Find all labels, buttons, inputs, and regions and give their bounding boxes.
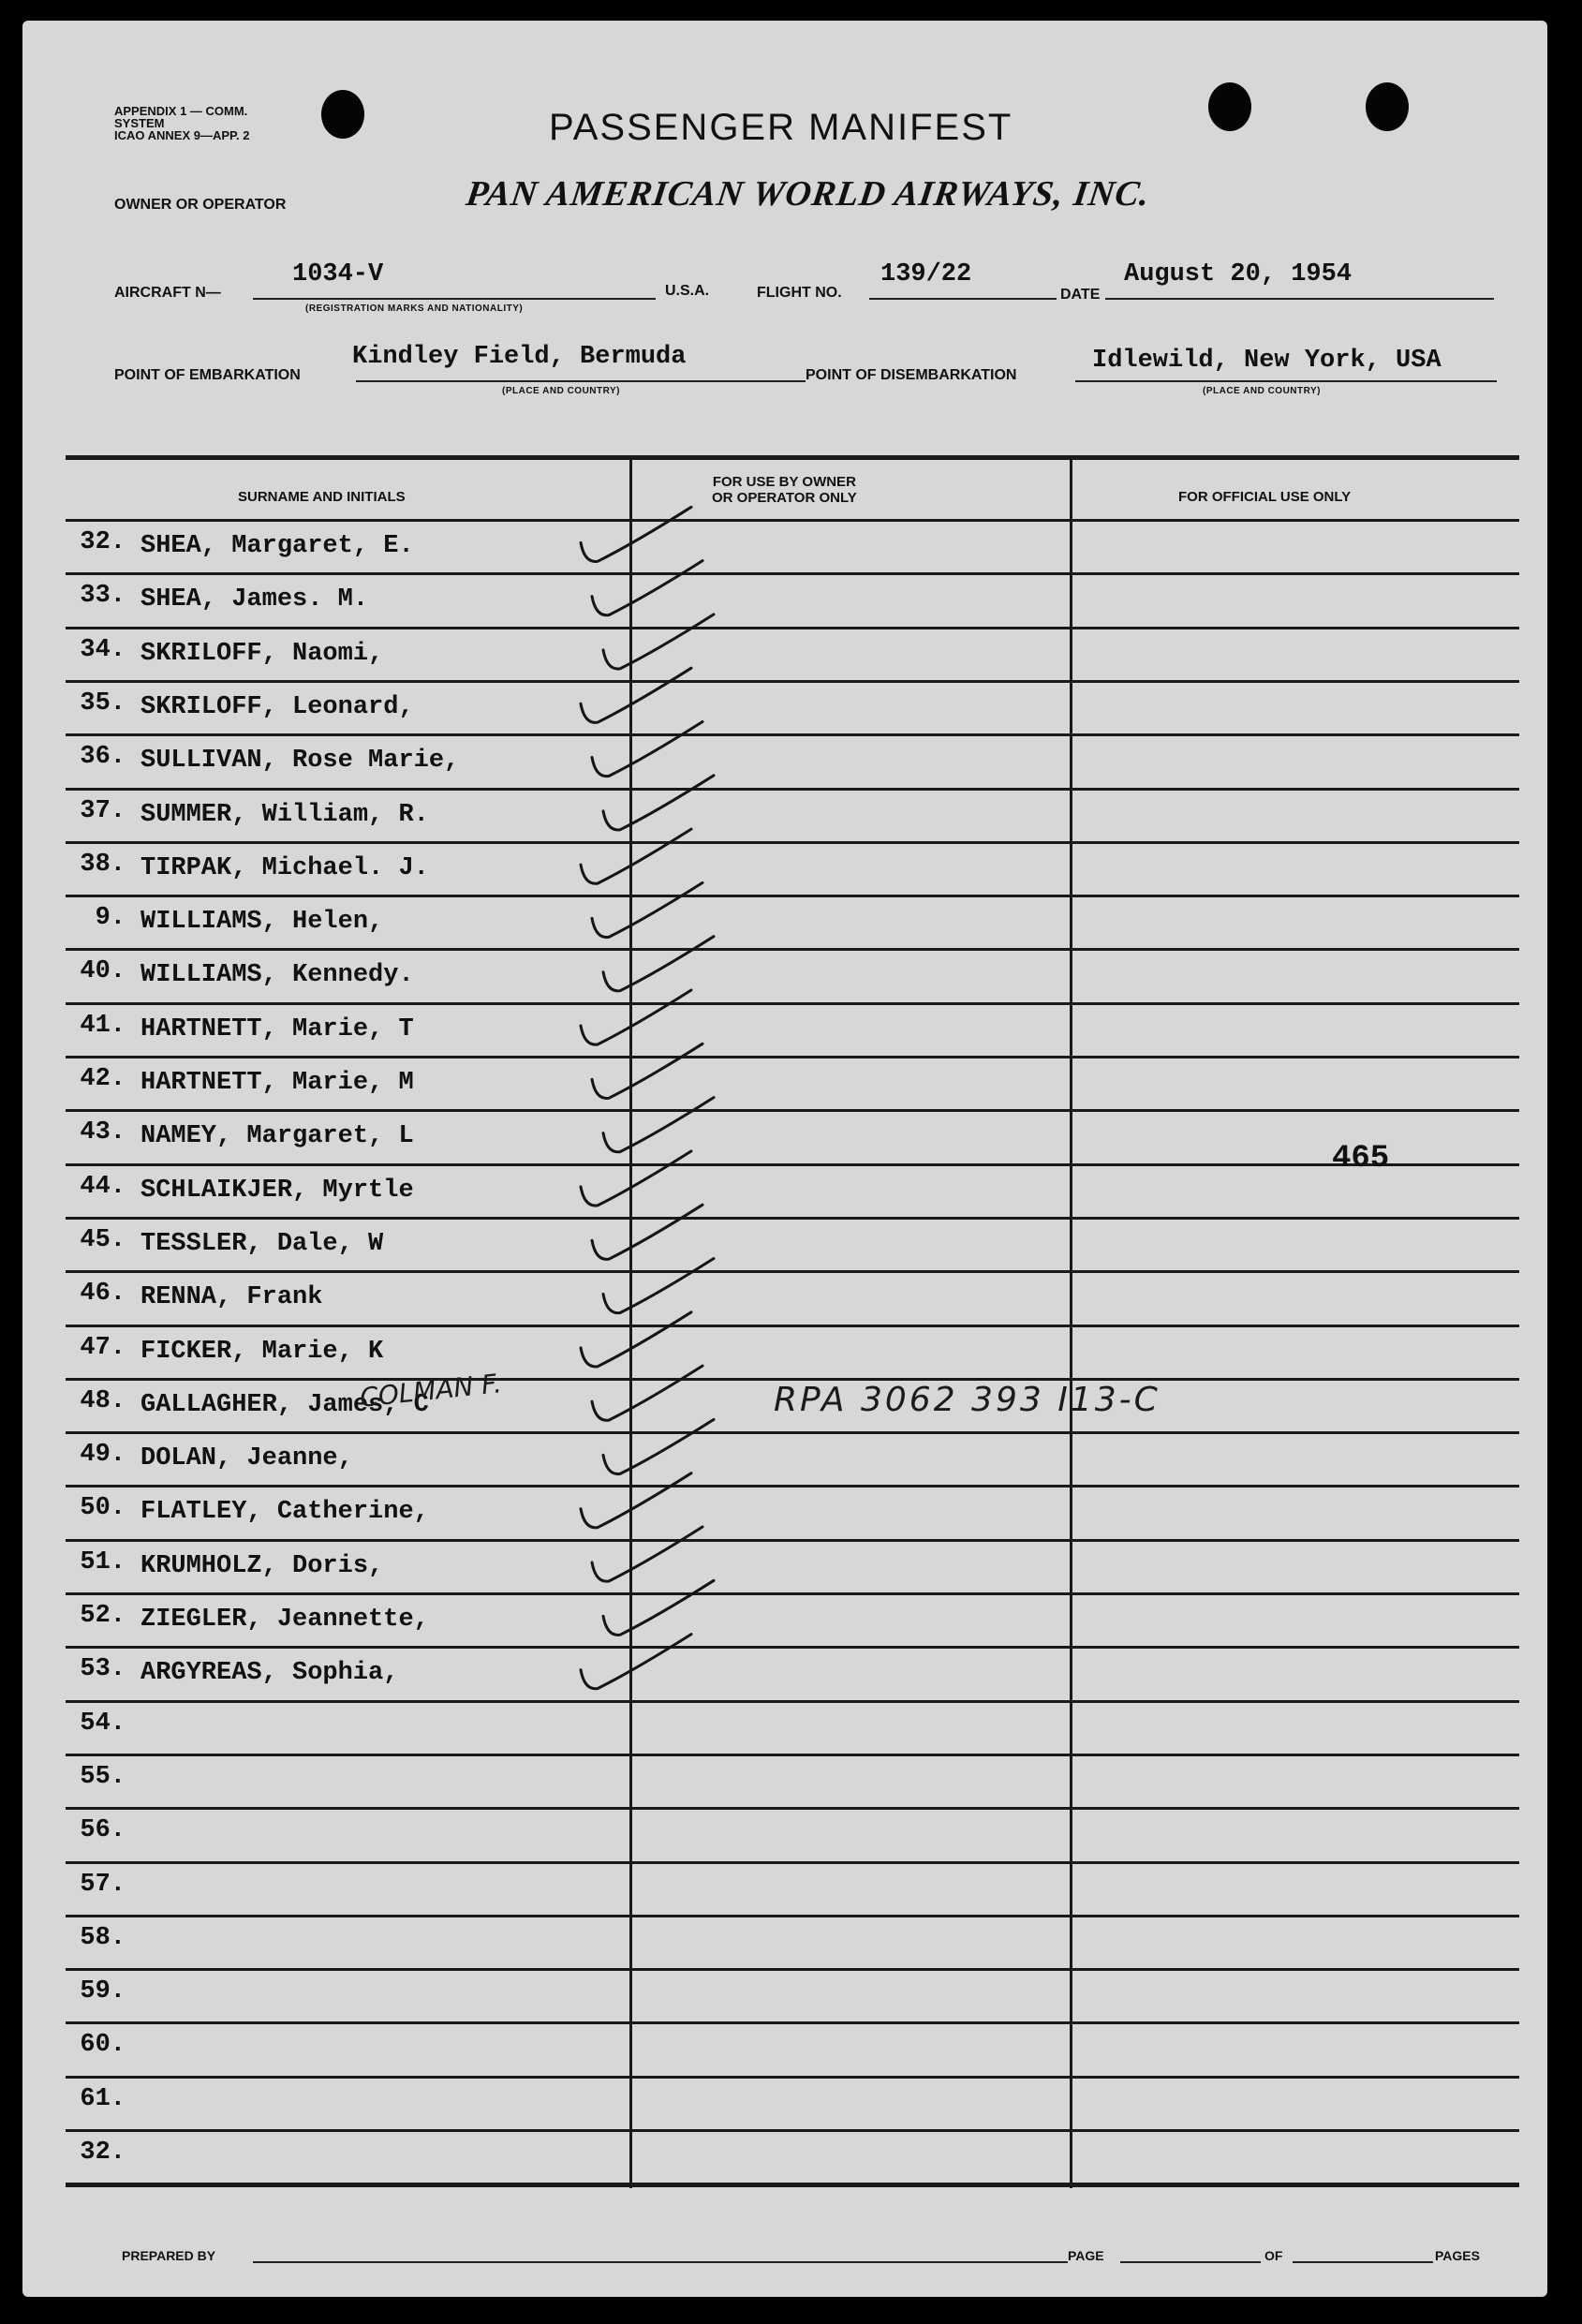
row-number: 54. [80, 1710, 126, 1738]
registration-note: (REGISTRATION MARKS AND NATIONALITY) [305, 303, 524, 314]
column-header-names: SURNAME AND INITIALS [238, 489, 406, 505]
disembark-value: Idlewild, New York, USA [1092, 347, 1442, 375]
passenger-name: SHEA, Margaret, E. [140, 532, 414, 560]
form-reference-line: SYSTEM [114, 116, 165, 130]
row-number: 41. [80, 1012, 126, 1040]
row-number: 33. [80, 582, 126, 610]
operator-name: PAN AMERICAN WORLD AIRWAYS, INC. [464, 174, 1153, 214]
row-number: 55. [80, 1763, 126, 1791]
row-number: 43. [80, 1118, 126, 1147]
passenger-name: ARGYREAS, Sophia, [140, 1659, 399, 1687]
disembark-note: (PLACE AND COUNTRY) [1203, 386, 1321, 396]
disembark-label: POINT OF DISEMBARKATION [806, 367, 1017, 383]
handwritten-note: RPA 3062 393 I13-C [774, 1381, 1161, 1419]
checkmark [603, 614, 714, 669]
passenger-name: SUMMER, William, R. [140, 801, 429, 829]
passenger-name: FLATLEY, Catherine, [140, 1498, 429, 1526]
of-label: OF [1264, 2248, 1283, 2263]
official-number: 465 [1332, 1141, 1390, 1177]
checkmark [603, 1580, 714, 1635]
row-number: 61. [80, 2085, 126, 2113]
row-number: 53. [80, 1655, 126, 1683]
page-label: PAGE [1068, 2248, 1104, 2263]
passenger-name: WILLIAMS, Kennedy. [140, 961, 414, 989]
embark-label: POINT OF EMBARKATION [114, 367, 301, 383]
embark-value: Kindley Field, Bermuda [352, 343, 687, 371]
passenger-name: RENNA, Frank [140, 1283, 323, 1311]
row-number: 56. [80, 1816, 126, 1844]
checkmark [592, 1044, 702, 1098]
checkmark [603, 937, 714, 991]
handwritten-correction: COLMAN F. [358, 1368, 504, 1414]
checkmark [592, 1366, 702, 1420]
column-header-official: FOR OFFICIAL USE ONLY [1178, 489, 1352, 505]
row-number: 36. [80, 743, 126, 771]
row-number: 40. [80, 957, 126, 985]
form-reference-line: APPENDIX 1 — COMM. [114, 104, 248, 118]
checkmark [581, 829, 691, 883]
passenger-name: SULLIVAN, Rose Marie, [140, 747, 460, 775]
checkmark [581, 990, 691, 1044]
passenger-name: NAMEY, Margaret, L [140, 1122, 414, 1150]
checkmark [603, 1098, 714, 1152]
checkmark [603, 776, 714, 830]
passenger-name: SHEA, James. M. [140, 585, 369, 614]
row-number: 60. [80, 2031, 126, 2059]
passenger-name: SKRILOFF, Naomi, [140, 640, 384, 668]
column-header-owner-line: FOR USE BY OWNER [712, 474, 856, 490]
row-number: 32. [80, 2139, 126, 2167]
owner-label: OWNER OR OPERATOR [114, 197, 287, 213]
row-number: 57. [80, 1871, 126, 1899]
passenger-name: TESSLER, Dale, W [140, 1230, 384, 1258]
row-number: 9. [95, 904, 126, 932]
passenger-name: FICKER, Marie, K [140, 1338, 384, 1366]
row-number: 52. [80, 1602, 126, 1630]
passenger-name: WILLIAMS, Helen, [140, 908, 384, 936]
row-number: 50. [80, 1494, 126, 1522]
passenger-name: KRUMHOLZ, Doris, [140, 1552, 384, 1580]
checkmark [603, 1419, 714, 1473]
passenger-name: GALLAGHER, James, C [140, 1391, 429, 1419]
checkmark [592, 722, 702, 777]
document-title: PASSENGER MANIFEST [549, 107, 1013, 148]
row-number: 59. [80, 1977, 126, 2006]
checkmark [581, 668, 691, 722]
passenger-name: SCHLAIKJER, Myrtle [140, 1177, 414, 1205]
row-number: 46. [80, 1280, 126, 1308]
row-number: 42. [80, 1065, 126, 1093]
row-number: 49. [80, 1441, 126, 1469]
of-underline [1293, 2261, 1433, 2263]
row-number: 44. [80, 1173, 126, 1201]
date-value: August 20, 1954 [1124, 260, 1353, 289]
checkmark [581, 1473, 691, 1528]
passenger-name: ZIEGLER, Jeannette, [140, 1606, 429, 1634]
passenger-name: HARTNETT, Marie, T [140, 1015, 414, 1044]
aircraft-label: AIRCRAFT N— [114, 285, 221, 301]
passenger-name: SKRILOFF, Leonard, [140, 693, 414, 721]
aircraft-value: 1034-V [292, 260, 384, 289]
checkmark [581, 1635, 691, 1689]
passenger-name: HARTNETT, Marie, M [140, 1069, 414, 1097]
passenger-name: DOLAN, Jeanne, [140, 1444, 353, 1473]
checkmark [592, 561, 702, 615]
row-number: 47. [80, 1334, 126, 1362]
checkmark [581, 1312, 691, 1367]
flight-number: 139/22 [880, 260, 972, 289]
checkmark [592, 1527, 702, 1581]
embark-note: (PLACE AND COUNTRY) [502, 386, 620, 396]
checkmark [592, 882, 702, 937]
row-number: 51. [80, 1548, 126, 1576]
form-reference-line: ICAO ANNEX 9—APP. 2 [114, 128, 250, 142]
row-number: 37. [80, 797, 126, 825]
prepared-by-label: PREPARED BY [122, 2248, 216, 2263]
row-number: 58. [80, 1924, 126, 1952]
row-number: 45. [80, 1226, 126, 1254]
row-number: 48. [80, 1387, 126, 1415]
passenger-name: TIRPAK, Michael. J. [140, 854, 429, 882]
checkmark [603, 1259, 714, 1313]
checkmark [581, 1151, 691, 1206]
page-underline [1120, 2261, 1261, 2263]
row-number: 38. [80, 851, 126, 879]
date-label: DATE [1060, 287, 1101, 303]
column-header-owner-line: OR OPERATOR ONLY [712, 490, 857, 506]
flight-label: FLIGHT NO. [757, 285, 842, 301]
row-number: 34. [80, 636, 126, 664]
checkmark [592, 1205, 702, 1259]
country-label: U.S.A. [665, 283, 710, 299]
row-number: 35. [80, 689, 126, 718]
row-number: 32. [80, 528, 126, 556]
pages-label: PAGES [1435, 2248, 1480, 2263]
prepared-by-underline [253, 2261, 1068, 2263]
checkmark [581, 507, 691, 561]
